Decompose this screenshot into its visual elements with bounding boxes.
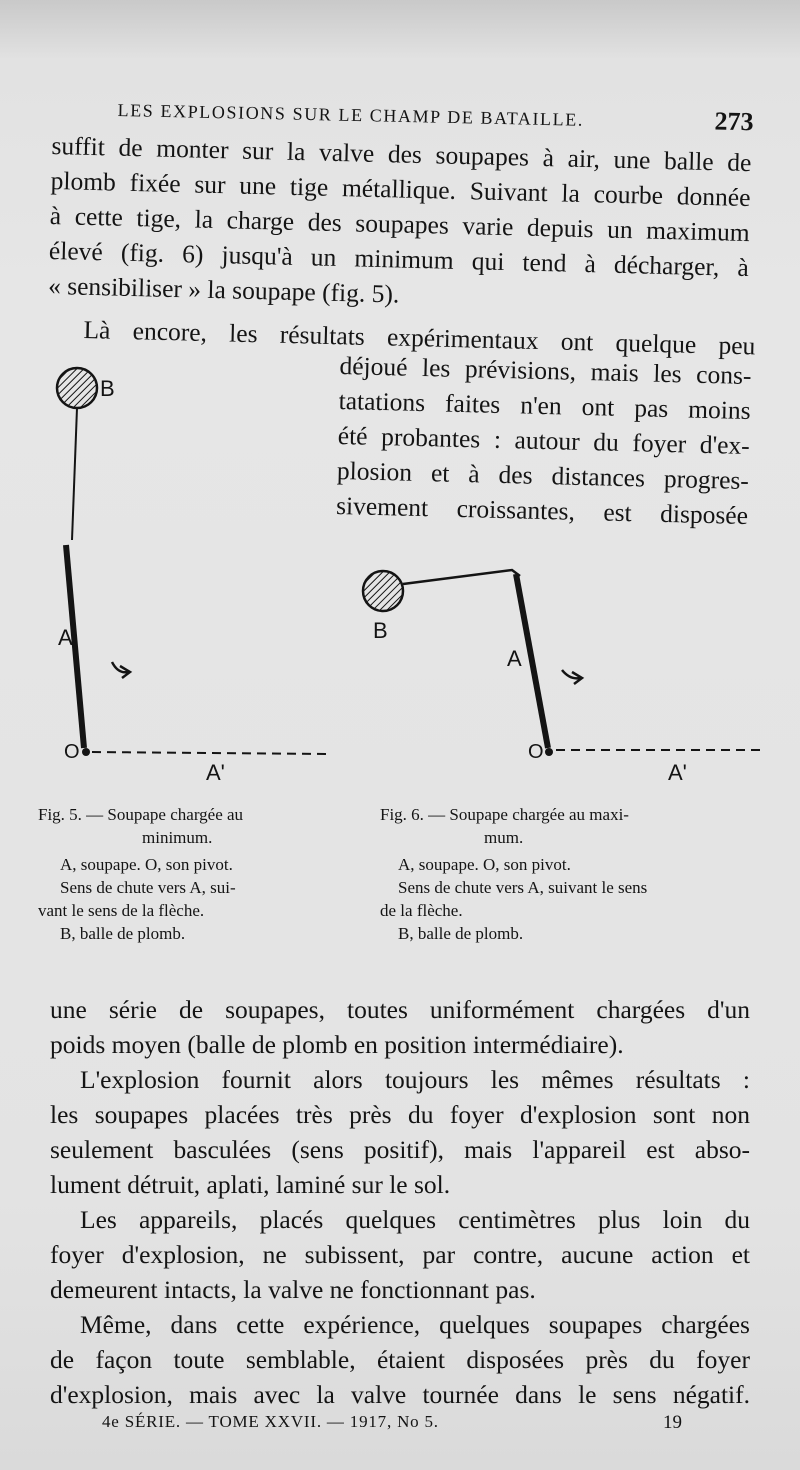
figure-6 (363, 570, 765, 780)
label-b-fig5: B (100, 376, 115, 401)
lead-ball-fig5 (57, 368, 97, 408)
series-note: 4e SÉRIE. — TOME XXVII. — 1917, No 5. (102, 1412, 439, 1431)
text-line: Là encore, les résultats expérimentaux ont quelque peu (83, 314, 756, 361)
label-a-prime-fig6: A' (668, 760, 687, 780)
text-line: Les appareils, placés quelques centimètres plus loin du (80, 1205, 750, 1234)
text-line: L'explosion fournit alors toujours les mêmes résultats : (80, 1065, 750, 1094)
caption-line: Fig. 5. — Soupape chargée au (38, 805, 244, 824)
text-line: lument détruit, aplati, laminé sur le sol. (50, 1170, 451, 1199)
label-a-fig5: A (58, 625, 73, 650)
caption-line: Sens de chute vers A, suivant le sens (398, 878, 648, 897)
caption-line: de la flèche. (380, 901, 463, 920)
lead-ball-fig6 (363, 571, 403, 611)
text-line: déjoué les prévisions, mais les cons- (339, 350, 752, 391)
caption-line: mum. (484, 828, 524, 847)
caption-line: Sens de chute vers A, sui- (60, 878, 236, 897)
caption-line: A, soupape. O, son pivot. (398, 855, 571, 874)
running-title: LES EXPLOSIONS SUR LE CHAMP DE BATAILLE. (117, 99, 585, 130)
text-line: « sensibiliser » la soupape (fig. 5). (47, 270, 400, 309)
text-line: à cette tige, la charge des soupapes varie depuis un maximum (49, 200, 751, 248)
stem-fig5 (72, 408, 77, 540)
paragraph-top (48, 128, 752, 320)
text-line: Même, dans cette expérience, quelques soupapes chargées (80, 1310, 750, 1339)
text-line: poids moyen (balle de plomb en position intermédiaire). (50, 1030, 624, 1059)
text-line: de façon toute semblable, étaient disposées près du foyer (50, 1345, 750, 1374)
text-line: plomb fixée sur une tige métallique. Suivant la courbe donnée (50, 165, 751, 213)
paragraph-bottom (50, 992, 750, 1412)
text-line: été probantes : autour du foyer d'ex- (337, 420, 751, 461)
label-o-fig5: O (64, 741, 80, 763)
signature-number: 19 (663, 1412, 682, 1433)
caption-fig6 (380, 803, 768, 945)
pivot-fig6 (545, 748, 553, 756)
caption-line: B, balle de plomb. (398, 924, 524, 943)
text-line: tatations faites n'en ont pas moins (338, 385, 751, 426)
text-line: seulement basculées (sens positif), mais l'appareil est abso- (50, 1135, 750, 1164)
text-line: d'explosion, mais avec la valve tournée dans le sens négatif. (50, 1380, 750, 1409)
ground-line-fig5 (92, 752, 330, 754)
text-line: suffit de monter sur la valve des soupapes à air, une balle de (51, 130, 752, 178)
caption-fig5 (38, 803, 338, 945)
pivot-fig5 (82, 748, 90, 756)
figure-5 (57, 368, 330, 780)
text-line: une série de soupapes, toutes uniformément chargées d'un (50, 995, 750, 1024)
text-line: sivement croissantes, est disposée (335, 490, 749, 531)
label-a-fig6: A (507, 646, 522, 671)
caption-line: B, balle de plomb. (60, 924, 186, 943)
caption-line: vant le sens de la flèche. (38, 901, 205, 920)
text-line: les soupapes placées très près du foyer d'explosion sont non (50, 1100, 750, 1129)
label-b-fig6: B (373, 618, 388, 643)
text-line: demeurent intacts, la valve ne fonctionnant pas. (50, 1275, 536, 1304)
text-line: plosion et à des distances progres- (336, 455, 750, 496)
label-o-fig6: O (528, 741, 544, 763)
stem-fig6 (403, 570, 520, 584)
page-number: 273 (714, 106, 754, 137)
text-line: élevé (fig. 6) jusqu'à un minimum qui tend à décharger, à (48, 235, 750, 283)
label-a-prime-fig5: A' (206, 760, 225, 780)
caption-line: Fig. 6. — Soupape chargée au maxi- (380, 805, 629, 824)
caption-line: minimum. (142, 828, 213, 847)
figures-5-6 (0, 360, 800, 780)
footer (102, 1412, 682, 1442)
caption-line: A, soupape. O, son pivot. (60, 855, 233, 874)
text-line: foyer d'explosion, ne subissent, par contre, aucune action et (50, 1240, 750, 1269)
